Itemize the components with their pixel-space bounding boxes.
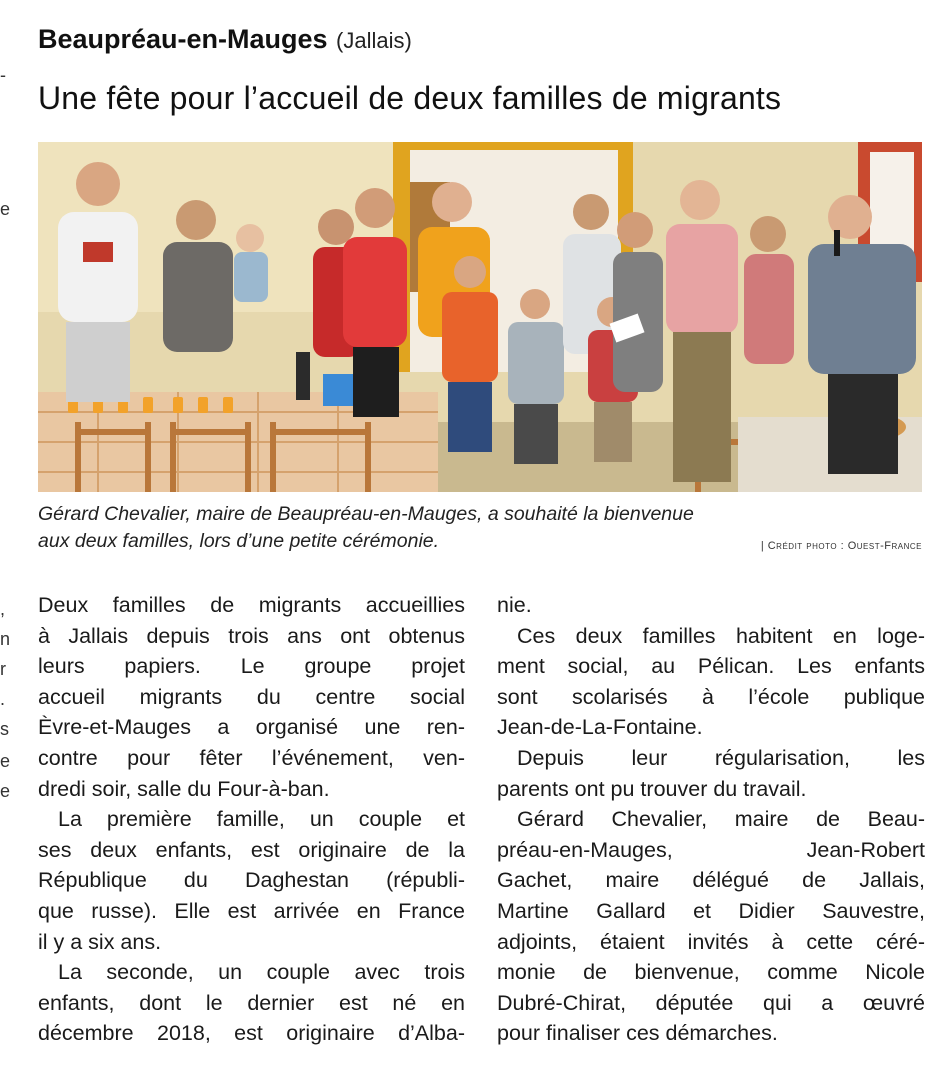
edge-mark: e [0, 751, 11, 771]
text-line: Ces deux familles habitent en loge- [517, 623, 925, 648]
article-headline: Une fête pour l’accueil de deux familles de migrants [38, 80, 782, 116]
text-line: La première famille, un couple et [58, 807, 465, 832]
article-column-right [497, 590, 925, 1049]
text-line: Dubré-Chirat, députée qui a œuvré [497, 990, 925, 1015]
edge-mark: r [0, 659, 6, 679]
text-line: Jean-de-La-Fontaine. [497, 715, 703, 740]
text-line: ses deux enfants, est originaire de la [38, 837, 465, 862]
edge-mark: - [0, 65, 6, 85]
edge-mark: . [0, 689, 6, 709]
text-line: dredi soir, salle du Four-à-ban. [38, 776, 330, 801]
edge-mark: e [0, 781, 11, 801]
edge-mark: , [0, 599, 6, 619]
caption-line: aux deux familles, lors d’une petite cérémonie. [38, 530, 440, 552]
edge-mark: e [0, 199, 11, 219]
edge-mark: n [0, 629, 11, 649]
neighbor-column-fragments [0, 0, 12, 1081]
text-line: enfants, dont le dernier est né en [38, 990, 465, 1015]
article-photo [38, 142, 922, 492]
text-line: décembre 2018, est originaire d’Alba- [38, 1021, 465, 1046]
article-kicker [38, 24, 412, 55]
text-line: Gachet, maire délégué de Jallais, [497, 868, 925, 893]
text-line: à Jallais depuis trois ans ont obtenus [38, 623, 465, 648]
text-line: pour finaliser ces démarches. [497, 1021, 778, 1046]
text-line: contre pour fêter l’événement, ven- [38, 745, 465, 770]
text-line: ment social, au Pélican. Les enfants [497, 654, 925, 679]
text-line: monie de bienvenue, comme Nicole [497, 960, 925, 985]
text-line: Depuis leur régularisation, les [517, 745, 925, 770]
text-line: Deux familles de migrants accueillies [38, 593, 465, 617]
kicker-town: Beaupréau-en-Mauges [38, 24, 328, 54]
text-line: que russe). Elle est arrivée en France [38, 898, 465, 923]
text-line: nie. [497, 593, 532, 617]
text-line: parents ont pu trouver du travail. [497, 776, 807, 801]
text-line: il y a six ans. [38, 929, 162, 954]
text-line: leurs papiers. Le groupe projet [38, 654, 465, 679]
text-line: Èvre-et-Mauges a organisé une ren- [38, 715, 465, 740]
text-line: sont scolarisés à l’école publique [497, 684, 925, 709]
text-line: Martine Gallard et Didier Sauvestre, [497, 898, 925, 923]
article-column-left [38, 590, 465, 1049]
text-line: La seconde, un couple avec trois [58, 960, 465, 985]
text-line: préau-en-Mauges, Jean-Robert [497, 837, 925, 862]
photo-credit: | Crédit photo : Ouest-France [760, 540, 922, 552]
caption-line: Gérard Chevalier, maire de Beaupréau-en-Mauges, a souhaité la bienvenue [38, 503, 694, 525]
text-line: adjoints, étaient invités à cette céré- [497, 929, 925, 954]
text-line: accueil migrants du centre social [38, 684, 465, 709]
edge-mark: s [0, 719, 9, 739]
text-line: République du Daghestan (républi- [38, 868, 465, 893]
kicker-subtown: (Jallais) [336, 28, 412, 53]
photo-illustration [38, 142, 922, 492]
text-line: Gérard Chevalier, maire de Beau- [517, 807, 925, 832]
